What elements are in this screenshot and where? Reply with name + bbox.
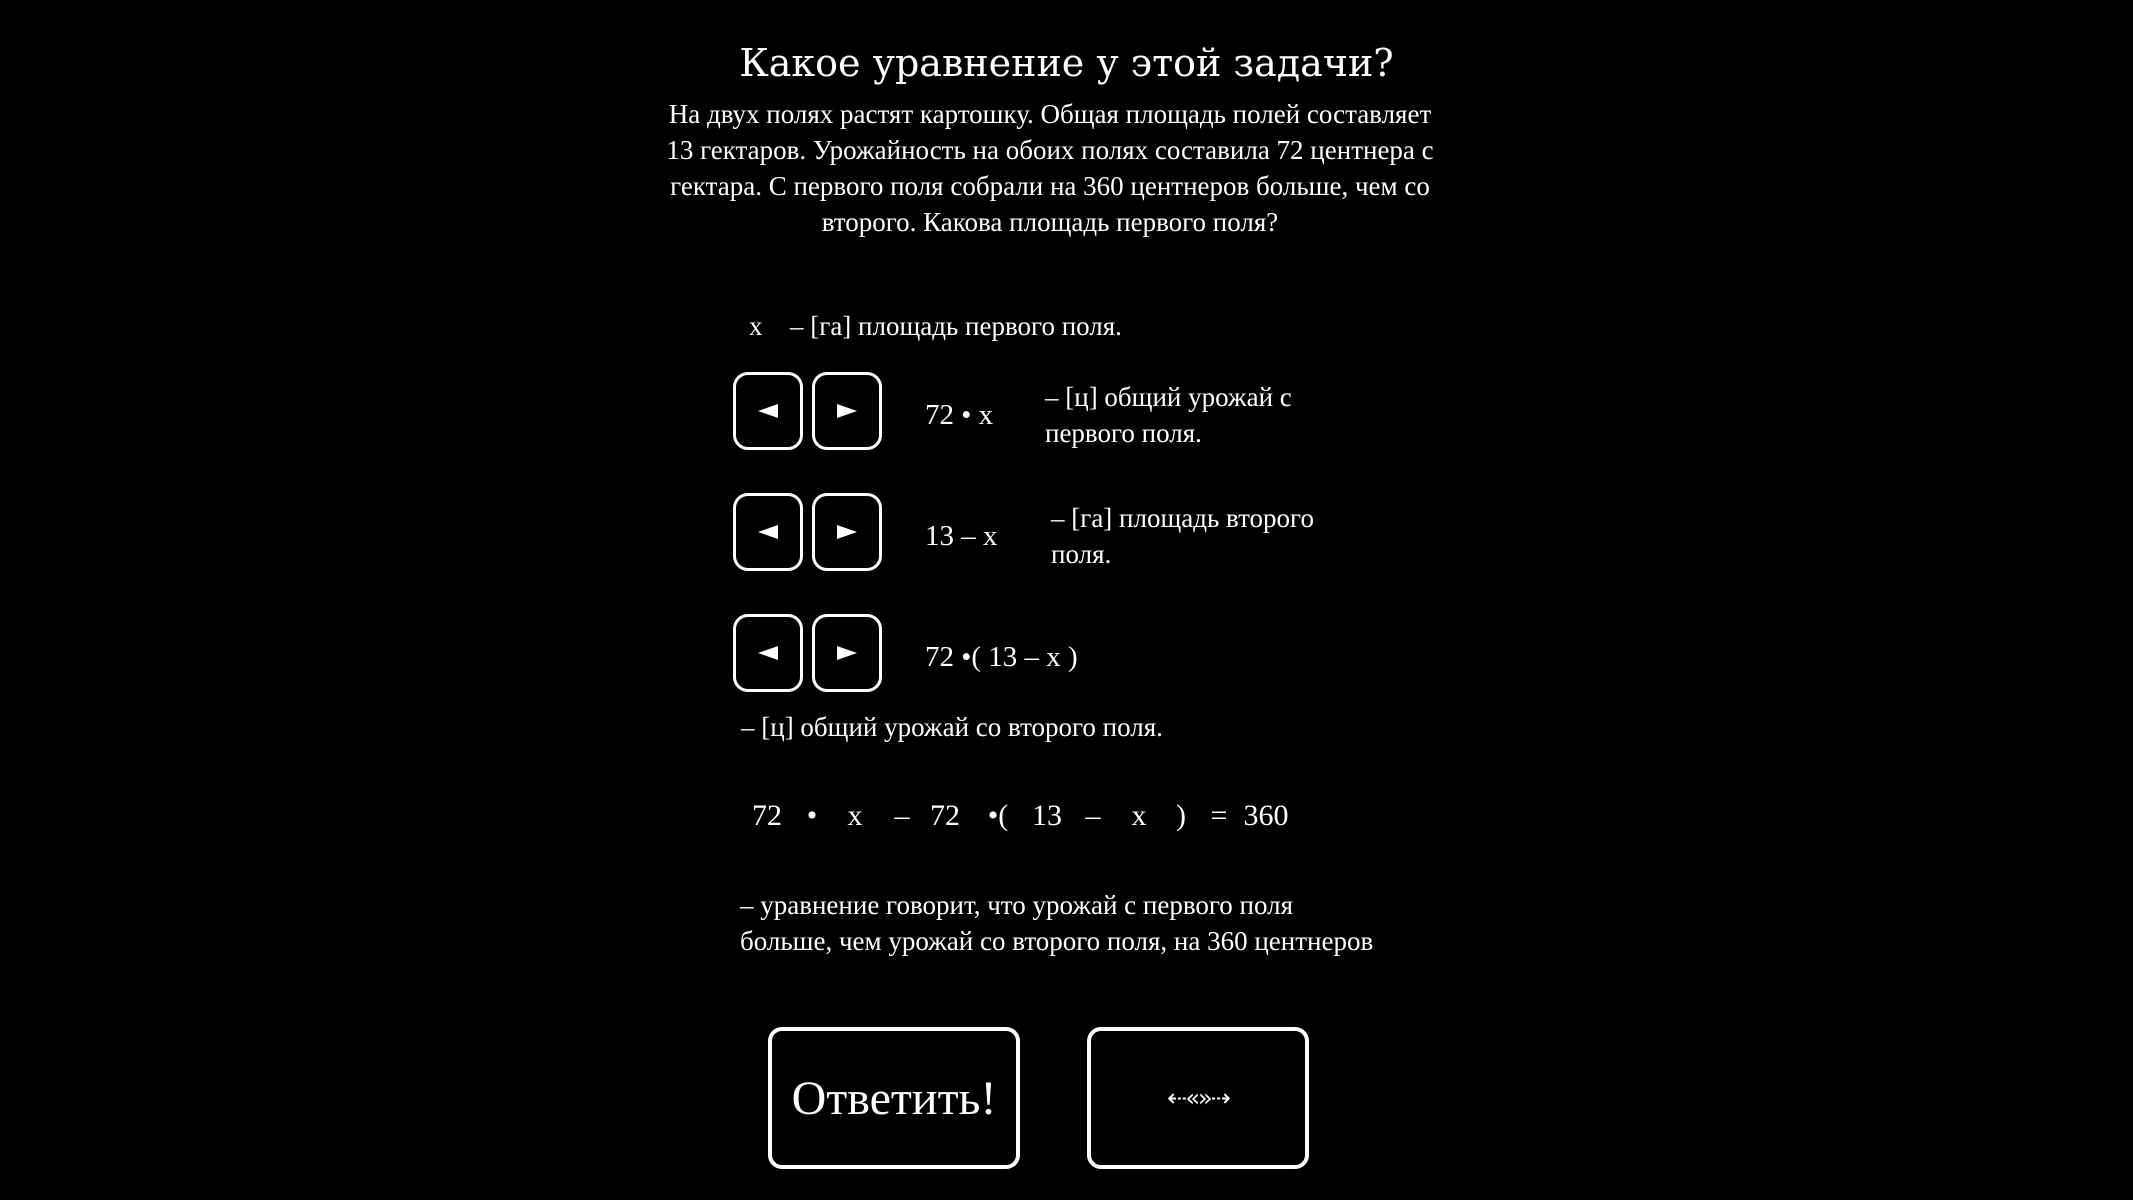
equation-token: 360	[1243, 799, 1289, 832]
left-triangle-icon	[758, 646, 778, 660]
row1-right-arrow-button[interactable]	[812, 372, 882, 450]
next-button[interactable]	[1087, 1027, 1309, 1169]
equation-token: 13	[1032, 799, 1062, 832]
answer-button[interactable]	[768, 1027, 1020, 1169]
problem-text: На двух полях растят картошку. Общая площадь полей составляет 13 гектаров. Урожайность на обоих полях составила 72 центнера с гектара. С первого поля собрали на 360 центнеров больше, чем со второго. Какова площадь первого поля?	[666, 99, 1434, 237]
answer-button-label: Ответить!	[791, 1071, 997, 1125]
equation-token: •(	[987, 799, 1009, 832]
row1-description: – [ц] общий урожай с первого поля.	[1045, 382, 1292, 448]
left-triangle-icon	[758, 404, 778, 418]
equation-token: 72	[752, 799, 782, 832]
row3-expression: 72 •( 13 – x )	[925, 641, 1078, 673]
row2-left-arrow-button[interactable]	[733, 493, 803, 571]
equation-token: x	[847, 799, 863, 832]
variable-description: – [га] площадь первого поля.	[790, 311, 1122, 341]
equation-token: 72	[930, 799, 960, 832]
equation-token: –	[1085, 799, 1101, 832]
row1-expression: 72 • x	[925, 399, 994, 431]
row2-description: – [га] площадь второго поля.	[1051, 503, 1314, 569]
page-title: Какое уравнение у этой задачи?	[739, 41, 1394, 85]
row2-right-arrow-button[interactable]	[812, 493, 882, 571]
equation-token: –	[894, 799, 910, 832]
next-button-label: ⇠«»⇢	[1167, 1084, 1229, 1112]
equation-token: x	[1131, 799, 1147, 832]
equation-explanation: – уравнение говорит, что урожай с первого поля больше, чем урожай со второго поля, на 360 центнеров	[740, 890, 1374, 956]
equation-token: •	[806, 799, 818, 832]
row3-right-arrow-button[interactable]	[812, 614, 882, 692]
row3-left-arrow-button[interactable]	[733, 614, 803, 692]
row2-expression: 13 – x	[925, 520, 998, 552]
left-triangle-icon	[758, 525, 778, 539]
equation-token: =	[1210, 799, 1228, 832]
row3-description: – [ц] общий урожай со второго поля.	[741, 712, 1163, 742]
variable-symbol: x	[749, 311, 763, 341]
right-triangle-icon	[837, 404, 857, 418]
right-triangle-icon	[837, 646, 857, 660]
row1-left-arrow-button[interactable]	[733, 372, 803, 450]
right-triangle-icon	[837, 525, 857, 539]
equation-token: )	[1176, 799, 1186, 832]
